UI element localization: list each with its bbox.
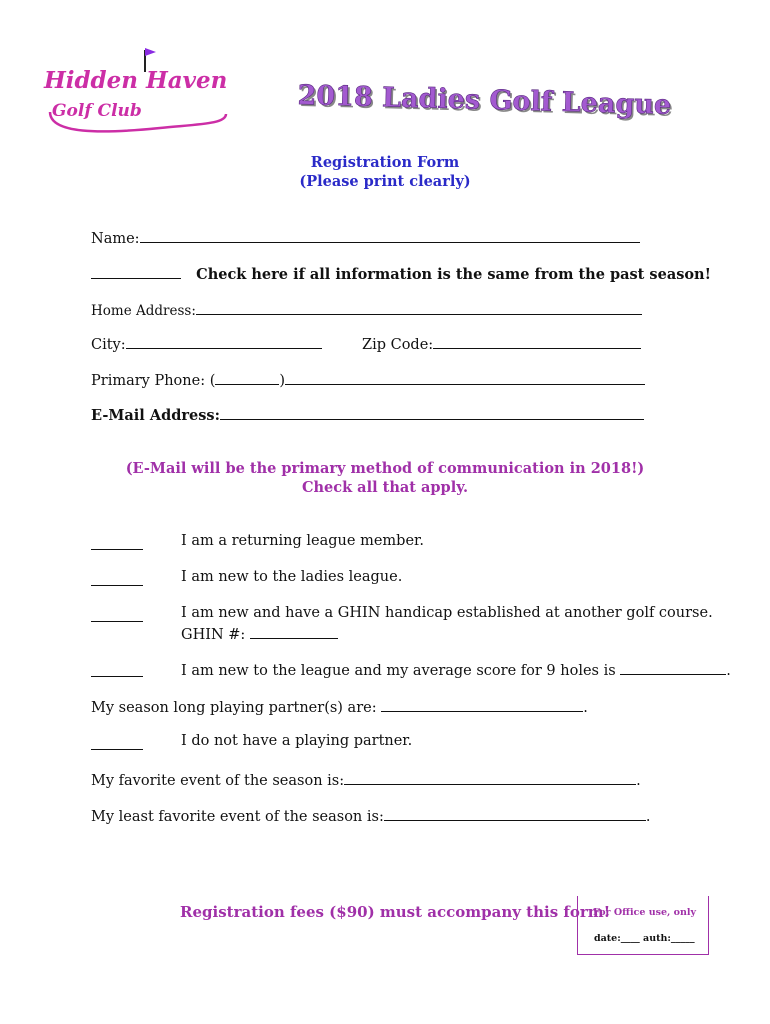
email-row bbox=[91, 405, 644, 424]
partner-row bbox=[91, 697, 588, 716]
period: . bbox=[583, 700, 588, 716]
city-row bbox=[91, 334, 322, 353]
name-field[interactable] bbox=[140, 228, 640, 243]
city-label: City: bbox=[91, 337, 126, 353]
email-label: E-Mail Address: bbox=[91, 407, 220, 424]
zip-row bbox=[362, 334, 641, 353]
ghin-label: GHIN #: bbox=[181, 627, 246, 643]
favorite-label: My favorite event of the season is: bbox=[91, 773, 345, 789]
phone-row bbox=[91, 370, 645, 389]
new-score-label: I am new to the league and my average score for 9 holes is bbox=[181, 663, 616, 679]
no-partner-checkbox[interactable] bbox=[91, 748, 143, 750]
logo-line2: Golf Club bbox=[52, 101, 142, 121]
least-favorite-field[interactable] bbox=[384, 806, 646, 821]
new-ladies-checkbox[interactable] bbox=[91, 584, 143, 586]
fees-note: Registration fees ($90) must accompany this form! bbox=[180, 903, 611, 921]
office-use-label: For Office use, only bbox=[593, 907, 696, 918]
form-subheading: (Please print clearly) bbox=[299, 173, 471, 190]
favorite-row bbox=[91, 770, 641, 789]
home-address-row bbox=[91, 300, 642, 319]
least-favorite-label: My least favorite event of the season is: bbox=[91, 809, 384, 825]
new-score-row bbox=[181, 660, 731, 679]
new-ladies-label: I am new to the ladies league. bbox=[181, 569, 403, 585]
period: . bbox=[645, 809, 651, 825]
check-all-note: Check all that apply. bbox=[301, 479, 469, 496]
home-address-label: Home Address: bbox=[91, 303, 196, 319]
logo-graphic bbox=[40, 42, 230, 142]
period: . bbox=[726, 663, 731, 679]
period: . bbox=[636, 773, 641, 789]
phone-close: ) bbox=[279, 373, 286, 389]
partner-label: My season long playing partner(s) are: bbox=[91, 700, 377, 716]
logo-line1: Hidden Haven bbox=[44, 67, 228, 94]
phone-number-field[interactable] bbox=[285, 370, 645, 385]
zip-field[interactable] bbox=[433, 334, 641, 349]
same-info-checkbox[interactable] bbox=[91, 264, 181, 279]
returning-label: I am a returning league member. bbox=[181, 533, 424, 549]
office-use-box bbox=[577, 896, 709, 955]
office-date-auth[interactable]: date:____ auth:_____ bbox=[594, 933, 695, 944]
phone-label: Primary Phone: ( bbox=[91, 373, 216, 389]
form-heading: Registration Form bbox=[310, 154, 460, 171]
email-field[interactable] bbox=[220, 405, 644, 420]
average-score-field[interactable] bbox=[620, 660, 726, 675]
ghin-field[interactable] bbox=[250, 624, 338, 639]
city-field[interactable] bbox=[126, 334, 322, 349]
returning-checkbox[interactable] bbox=[91, 548, 143, 550]
zip-label: Zip Code: bbox=[362, 337, 434, 353]
new-ghin-checkbox[interactable] bbox=[91, 620, 143, 622]
home-address-field[interactable] bbox=[196, 300, 642, 315]
name-label: Name: bbox=[91, 231, 140, 247]
partner-field[interactable] bbox=[381, 697, 583, 712]
ghin-row bbox=[181, 624, 338, 643]
same-info-label: Check here if all information is the same from the past season! bbox=[196, 266, 711, 283]
no-partner-label: I do not have a playing partner. bbox=[181, 733, 413, 749]
least-favorite-row bbox=[91, 806, 650, 825]
favorite-field[interactable] bbox=[344, 770, 636, 785]
name-row bbox=[91, 228, 640, 247]
phone-area-field[interactable] bbox=[215, 370, 279, 385]
communication-note: (E-Mail will be the primary method of communication in 2018!) bbox=[125, 460, 645, 477]
new-ghin-label: I am new and have a GHIN handicap established at another golf course. bbox=[181, 605, 713, 621]
new-score-checkbox[interactable] bbox=[91, 675, 143, 677]
same-info-row bbox=[91, 264, 711, 283]
club-logo bbox=[40, 42, 230, 142]
league-title: 2018 Ladies Golf League bbox=[297, 80, 672, 121]
flag-icon bbox=[145, 48, 156, 56]
